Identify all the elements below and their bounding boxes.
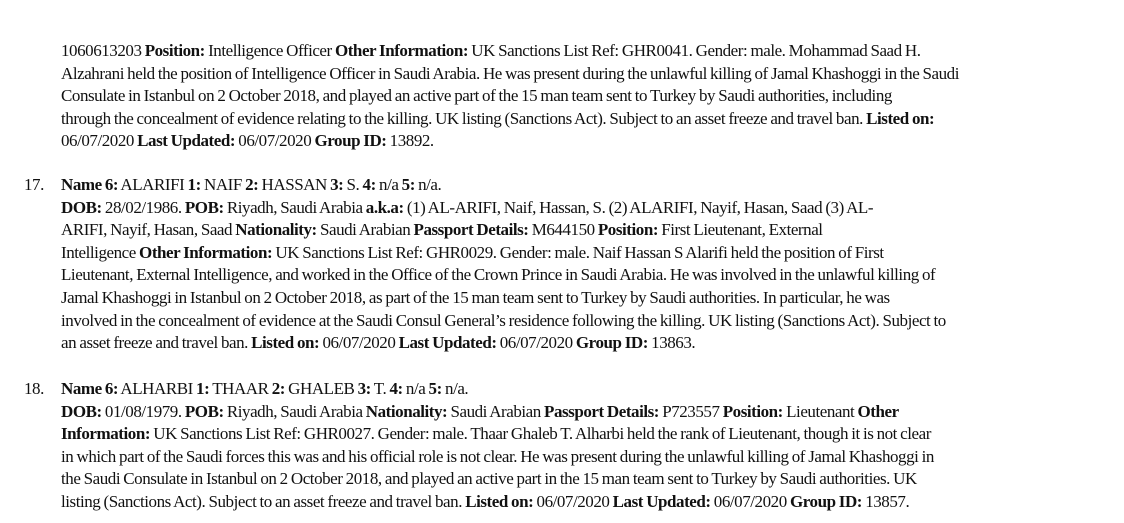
field-label: 3: <box>330 175 344 194</box>
field-label: Last Updated: <box>137 131 236 151</box>
field-label: a.k.a: <box>365 197 404 217</box>
text-line <box>61 287 1106 310</box>
field-text: 13892. <box>386 131 434 151</box>
field-text: 06/07/2020 <box>235 131 315 151</box>
field-text: an asset freeze and travel ban. <box>61 333 252 353</box>
field-label: Position: <box>144 41 205 60</box>
field-text: ARIFI, Nayif, Hasan, Saad <box>61 220 236 240</box>
field-label: Name 6: <box>61 175 119 194</box>
text-line <box>61 197 1106 220</box>
field-text: the Saudi Consulate in Istanbul on 2 October 2018, and played an active part in the 15 man team sent to Turkey by Saudi authorities. UK <box>61 469 917 489</box>
field-label: Last Updated: <box>398 333 497 353</box>
field-label: Position: <box>597 220 659 240</box>
field-text: in which part of the Saudi forces this was and his official role is not clear. He was present during the unlawful killing of Jamal Khashoggi in <box>61 446 934 466</box>
text-line <box>61 423 1106 446</box>
field-text: 13857. <box>862 491 910 511</box>
field-label: Listed on: <box>465 491 534 511</box>
field-label: Passport Details: <box>544 401 659 421</box>
field-text: UK Sanctions List Ref: GHR0029. Gender: male. Naif Hassan S Alarifi held the position of First <box>272 242 884 262</box>
text-line <box>61 491 1106 514</box>
field-label: Other Information: <box>334 41 469 60</box>
field-text: Alzahrani held the position of Intelligence Officer in Saudi Arabia. He was present during the unlawful killing of Jamal Khashoggi in the Saudi <box>61 63 959 83</box>
text-line <box>61 219 1106 242</box>
field-text: NAIF <box>200 175 246 194</box>
entry-number: 17. <box>24 175 44 194</box>
field-text: 06/07/2020 <box>533 491 613 511</box>
field-label: 2: <box>271 379 285 398</box>
field-label: 4: <box>389 379 403 398</box>
sanctions-entry-18 <box>24 378 1109 514</box>
field-label: POB: <box>184 401 224 421</box>
field-label: DOB: <box>61 197 102 217</box>
field-label: 1: <box>196 379 210 398</box>
text-line <box>61 174 1106 197</box>
field-text: Intelligence Officer <box>204 41 335 60</box>
field-text: 1060613203 <box>61 41 145 60</box>
text-line <box>61 378 1106 401</box>
field-label: Name 6: <box>61 379 119 398</box>
field-text: n/a. <box>441 379 469 398</box>
field-text: Riyadh, Saudi Arabia <box>223 197 366 217</box>
field-text: T. <box>370 379 390 398</box>
field-label: 5: <box>428 379 442 398</box>
text-line <box>61 332 1106 355</box>
field-label: Nationality: <box>365 401 448 421</box>
field-text: n/a <box>402 379 429 398</box>
field-text: P723557 <box>659 401 723 421</box>
field-text: Lieutenant, External Intelligence, and worked in the Office of the Crown Prince in Saudi Arabia. He was involved in the unlawful killing of <box>61 265 936 285</box>
field-text: UK Sanctions List Ref: GHR0041. Gender: male. Mohammad Saad H. <box>468 41 921 60</box>
field-text: 06/07/2020 <box>496 333 576 353</box>
field-text: HASSAN <box>258 175 331 194</box>
field-label: Other <box>857 401 899 421</box>
field-label: Nationality: <box>235 220 317 240</box>
field-label: Last Updated: <box>612 491 711 511</box>
field-text: THAAR <box>209 379 272 398</box>
entry-16-continuation <box>61 40 1106 153</box>
field-text: 28/02/1986. <box>101 197 185 217</box>
text-line <box>61 108 1106 131</box>
field-text: 01/08/1979. <box>101 401 185 421</box>
field-label: Other Information: <box>139 242 273 262</box>
field-text: Saudi Arabian <box>316 220 414 240</box>
field-label: DOB: <box>61 401 102 421</box>
field-label: POB: <box>184 197 224 217</box>
field-text: UK Sanctions List Ref: GHR0027. Gender: male. Thaar Ghaleb T. Alharbi held the rank of Lieutenant, though it is not clear <box>150 424 931 444</box>
field-text: 06/07/2020 <box>319 333 399 353</box>
entry-text <box>61 174 1106 355</box>
field-text: GHALEB <box>284 379 358 398</box>
field-label: 5: <box>401 175 415 194</box>
field-label: Information: <box>61 424 151 444</box>
text-line <box>61 85 1106 108</box>
field-text: ALHARBI <box>118 379 197 398</box>
field-text: n/a <box>375 175 402 194</box>
field-text: Saudi Arabian <box>447 401 545 421</box>
text-line <box>61 446 1106 469</box>
text-line <box>61 468 1106 491</box>
text-line <box>61 63 1106 86</box>
field-text: listing (Sanctions Act). Subject to an asset freeze and travel ban. <box>61 491 466 511</box>
field-text: through the concealment of evidence relating to the killing. UK listing (Sanctions Act). Subject to an asset freeze and travel ban. <box>61 108 867 128</box>
field-label: Group ID: <box>314 131 387 151</box>
field-text: involved in the concealment of evidence at the Saudi Consul General’s residence following the killing. UK listing (Sanctions Act). Subject to <box>61 310 946 330</box>
field-text: 06/07/2020 <box>710 491 790 511</box>
field-text: S. <box>343 175 363 194</box>
text-line <box>61 264 1106 287</box>
field-text: Lieutenant <box>782 401 858 421</box>
entry-number: 18. <box>24 379 44 398</box>
field-text: ALARIFI <box>118 175 188 194</box>
text-line <box>61 40 1106 63</box>
field-text: First Lieutenant, External <box>658 220 823 240</box>
field-text: M644150 <box>528 220 598 240</box>
field-label: 3: <box>357 379 371 398</box>
text-line <box>61 310 1106 333</box>
field-label: Group ID: <box>789 491 862 511</box>
text-line <box>61 401 1106 424</box>
field-label: 1: <box>187 175 201 194</box>
text-line <box>61 242 1106 265</box>
field-text: 06/07/2020 <box>61 131 138 151</box>
field-text: Jamal Khashoggi in Istanbul on 2 October 2018, as part of the 15 man team sent to Turkey by Saudi authorities. In particular, he was <box>61 287 890 307</box>
field-text: Intelligence <box>61 242 140 262</box>
field-label: 4: <box>362 175 376 194</box>
sanctions-entry-17 <box>24 174 1109 355</box>
field-text: (1) AL-ARIFI, Naif, Hassan, S. (2) ALARIFI, Nayif, Hasan, Saad (3) AL- <box>403 197 874 217</box>
field-label: 2: <box>245 175 259 194</box>
entry-text <box>61 378 1106 514</box>
field-label: Listed on: <box>866 108 935 128</box>
field-text: Consulate in Istanbul on 2 October 2018, and played an active part of the 15 man team sent to Turkey by Saudi authorities, including <box>61 86 892 106</box>
text-line <box>61 130 1106 153</box>
field-label: Passport Details: <box>413 220 529 240</box>
field-label: Position: <box>722 401 783 421</box>
field-text: Riyadh, Saudi Arabia <box>223 401 366 421</box>
field-text: n/a. <box>414 175 442 194</box>
field-text: 13863. <box>647 333 696 353</box>
field-label: Group ID: <box>575 333 648 353</box>
field-label: Listed on: <box>251 333 320 353</box>
